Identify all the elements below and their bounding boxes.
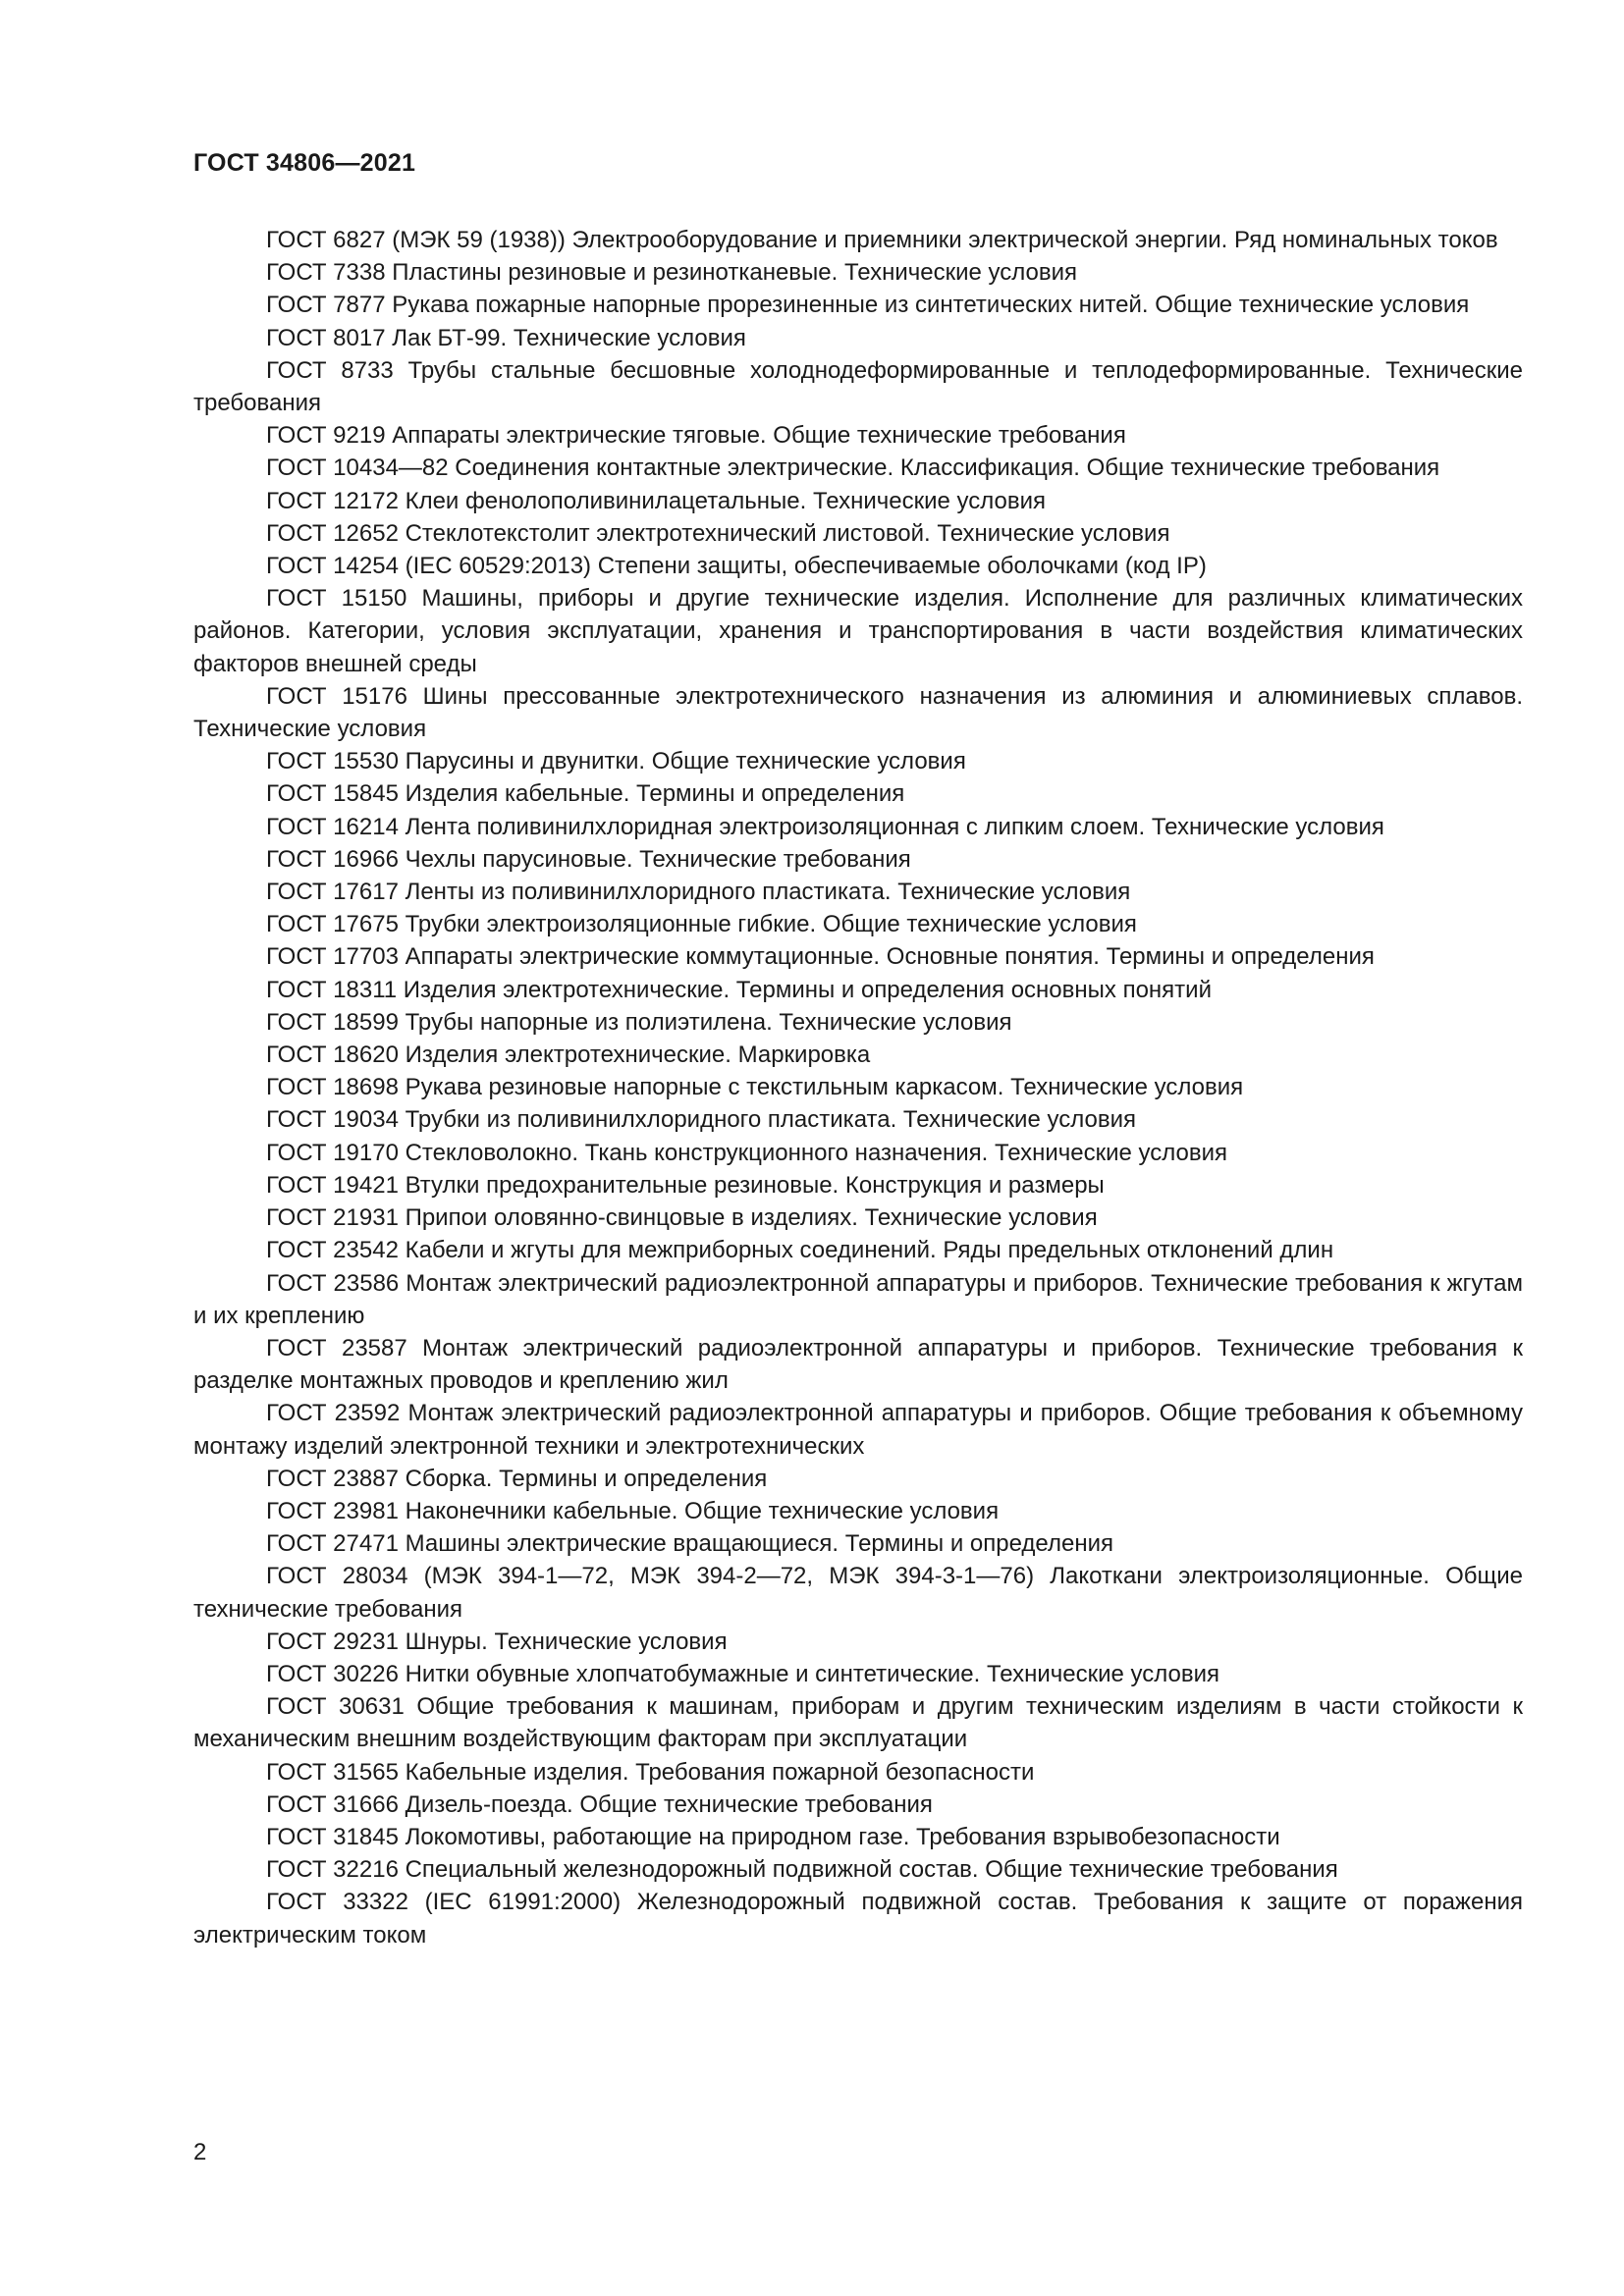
reference-item: ГОСТ 8017 Лак БТ-99. Технические условия [266,324,746,351]
document-header: ГОСТ 34806—2021 [193,149,416,177]
reference-item: ГОСТ 31666 Дизель-поезда. Общие технические требования [266,1790,933,1818]
reference-item: ГОСТ 32216 Специальный железнодорожный подвижной состав. Общие технические требования [266,1856,1338,1884]
reference-item: ГОСТ 14254 (IEC 60529:2013) Степени защиты, обеспечиваемые оболочками (код IP) [266,553,1207,580]
normative-references-list [193,224,1523,1951]
reference-item: ГОСТ 12652 Стеклотекстолит электротехнический листовой. Технические условия [266,519,1170,547]
reference-item: ГОСТ 15845 Изделия кабельные. Термины и определения [266,780,905,808]
reference-item: ГОСТ 17617 Ленты из поливинилхлоридного пластиката. Технические условия [266,879,1131,906]
reference-item: ГОСТ 27471 Машины электрические вращающиеся. Термины и определения [266,1530,1113,1558]
reference-item: ГОСТ 7338 Пластины резиновые и резинотканевые. Технические условия [266,259,1078,287]
reference-item: ГОСТ 18620 Изделия электротехнические. Маркировка [266,1041,871,1069]
reference-item: ГОСТ 18599 Трубы напорные из полиэтилена. Технические условия [266,1008,1012,1036]
reference-item: ГОСТ 7877 Рукава пожарные напорные прорезиненные из синтетических нитей. Общие технические условия [266,292,1470,319]
reference-item: ГОСТ 19421 Втулки предохранительные резиновые. Конструкция и размеры [266,1171,1105,1199]
reference-item: ГОСТ 18311 Изделия электротехнические. Термины и определения основных понятий [266,976,1212,1003]
reference-item: ГОСТ 8733 Трубы стальные бесшовные холоднодеформированные и теплодеформированные. Технические требования [193,356,1523,417]
reference-item: ГОСТ 30631 Общие требования к машинам, приборам и другим техническим изделиям в части стойкости к механическим внешним воздействующим факторам при эксплуатации [193,1693,1523,1753]
page-number: 2 [193,2139,207,2165]
reference-item: ГОСТ 10434—82 Соединения контактные электрические. Классификация. Общие технические требования [266,454,1440,482]
reference-item: ГОСТ 23542 Кабели и жгуты для межприборных соединений. Ряды предельных отклонений длин [266,1237,1334,1264]
reference-item: ГОСТ 17703 Аппараты электрические коммутационные. Основные понятия. Термины и определения [266,943,1375,971]
reference-item: ГОСТ 33322 (IEC 61991:2000) Железнодорожный подвижной состав. Требования к защите от поражения электрическим током [193,1889,1523,1949]
reference-item: ГОСТ 19170 Стекловолокно. Ткань конструкционного назначения. Технические условия [266,1139,1228,1166]
reference-item: ГОСТ 16214 Лента поливинилхлоридная электроизоляционная с липким слоем. Технические условия [266,813,1384,840]
reference-item: ГОСТ 12172 Клеи фенолополивинилацетальные. Технические условия [266,487,1047,514]
reference-item: ГОСТ 23887 Сборка. Термины и определения [266,1465,768,1492]
reference-item: ГОСТ 6827 (МЭК 59 (1938)) Электрооборудование и приемники электрической энергии. Ряд номинальных токов [266,227,1498,253]
reference-item: ГОСТ 9219 Аппараты электрические тяговые. Общие технические требования [266,422,1126,450]
reference-item: ГОСТ 21931 Припои оловянно-свинцовые в изделиях. Технические условия [266,1204,1098,1232]
reference-item: ГОСТ 28034 (МЭК 394-1—72, МЭК 394-2—72, МЭК 394-3-1—76) Лакоткани электроизоляционные. Общие технические требования [193,1563,1523,1623]
reference-item: ГОСТ 23586 Монтаж электрический радиоэлектронной аппаратуры и приборов. Технические требования к жгутам и их креплению [193,1269,1523,1329]
reference-item: ГОСТ 23981 Наконечники кабельные. Общие технические условия [266,1497,1000,1524]
reference-item: ГОСТ 17675 Трубки электроизоляционные гибкие. Общие технические условия [266,911,1137,938]
reference-item: ГОСТ 30226 Нитки обувные хлопчатобумажные и синтетические. Технические условия [266,1660,1220,1687]
reference-item: ГОСТ 15150 Машины, приборы и другие технические изделия. Исполнение для различных климатических районов. Категории, условия эксплуатации, хранения и транспортирования в части воздействия климатических факторов внешней среды [193,585,1523,677]
reference-item: ГОСТ 23587 Монтаж электрический радиоэлектронной аппаратуры и приборов. Технические требования к разделке монтажных проводов и креплению жил [193,1334,1523,1395]
reference-item: ГОСТ 23592 Монтаж электрический радиоэлектронной аппаратуры и приборов. Общие требования к объемному монтажу изделий электронной техники и электротехнических [193,1400,1523,1460]
reference-item: ГОСТ 31565 Кабельные изделия. Требования пожарной безопасности [266,1758,1035,1786]
reference-item: ГОСТ 31845 Локомотивы, работающие на природном газе. Требования взрывобезопасности [266,1823,1280,1850]
reference-item: ГОСТ 15176 Шины прессованные электротехнического назначения из алюминия и алюминиевых сплавов. Технические условия [193,682,1523,743]
reference-item: ГОСТ 19034 Трубки из поливинилхлоридного пластиката. Технические условия [266,1106,1136,1134]
reference-item: ГОСТ 16966 Чехлы парусиновые. Технические требования [266,845,911,873]
reference-item: ГОСТ 15530 Парусины и двунитки. Общие технические условия [266,748,966,775]
reference-item: ГОСТ 18698 Рукава резиновые напорные с текстильным каркасом. Технические условия [266,1074,1244,1101]
reference-item: ГОСТ 29231 Шнуры. Технические условия [266,1628,728,1655]
